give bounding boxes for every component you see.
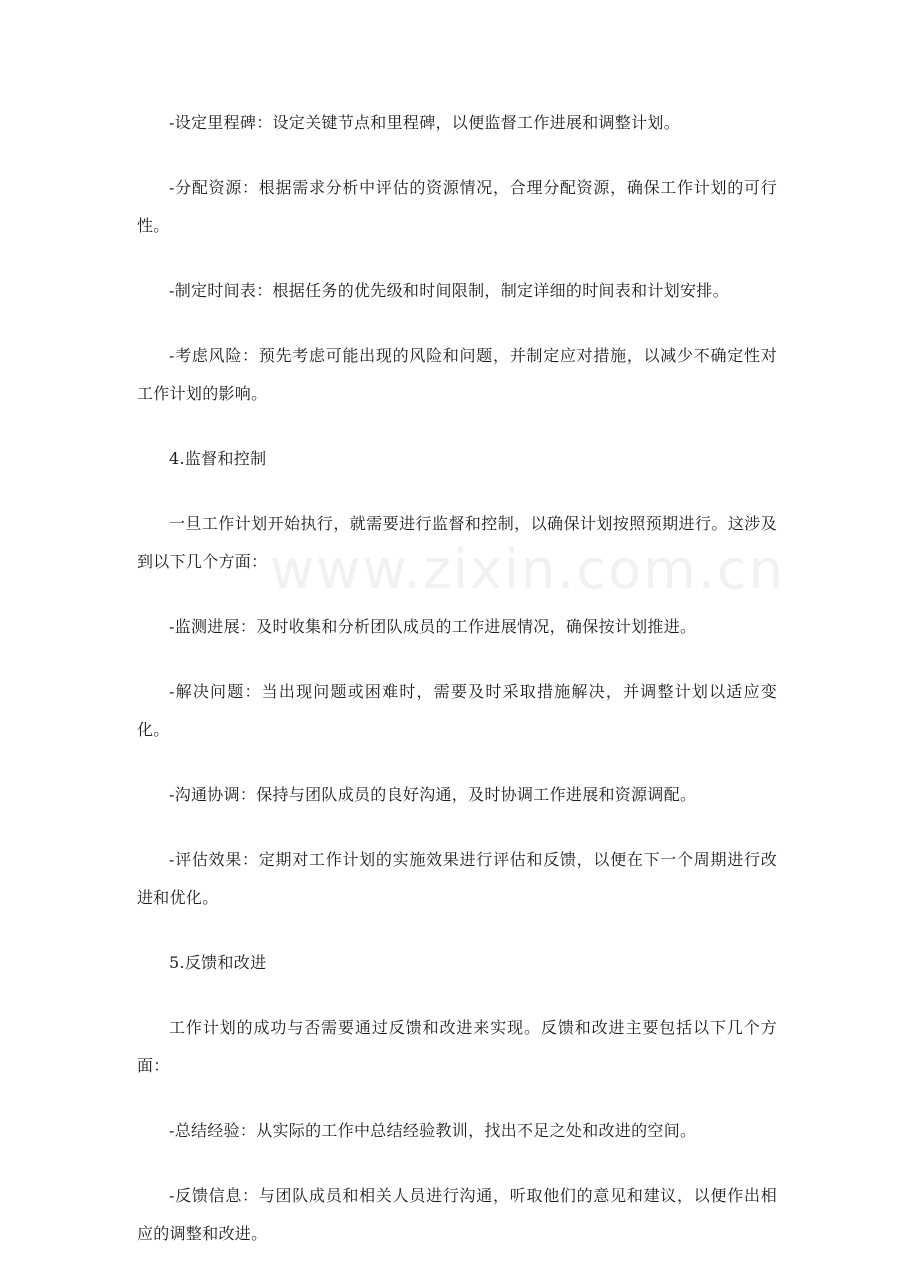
bullet-allocate-resources: -分配资源：根据需求分析中评估的资源情况，合理分配资源，确保工作计划的可行性。 [137, 178, 777, 235]
bullet-schedule: -制定时间表：根据任务的优先级和时间限制，制定详细的时间表和计划安排。 [169, 281, 729, 300]
section-heading-monitoring: 4.监督和控制 [169, 449, 267, 468]
bullet-evaluate: -评估效果：定期对工作计划的实施效果进行评估和反馈，以便在下一个周期进行改进和优化。 [137, 850, 777, 907]
bullet-communication: -沟通协调：保持与团队成员的良好沟通，及时协调工作进展和资源调配。 [169, 785, 697, 804]
feedback-intro: 工作计划的成功与否需要通过反馈和改进来实现。反馈和改进主要包括以下几个方面： [137, 1018, 777, 1075]
bullet-monitor-progress: -监测进展：及时收集和分析团队成员的工作进展情况，确保按计划推进。 [169, 617, 697, 636]
bullet-solve-problems: -解决问题：当出现问题或困难时，需要及时采取措施解决，并调整计划以适应变化。 [137, 682, 777, 739]
monitoring-intro: 一旦工作计划开始执行，就需要进行监督和控制，以确保计划按照预期进行。这涉及到以下几个方面： [137, 514, 777, 571]
bullet-summarize: -总结经验：从实际的工作中总结经验教训，找出不足之处和改进的空间。 [169, 1121, 697, 1140]
bullet-feedback-info: -反馈信息：与团队成员和相关人员进行沟通，听取他们的意见和建议，以便作出相应的调整和改进。 [137, 1186, 777, 1243]
bullet-risks: -考虑风险：预先考虑可能出现的风险和问题，并制定应对措施，以减少不确定性对工作计划的影响。 [137, 346, 777, 403]
bullet-milestones: -设定里程碑：设定关键节点和里程碑，以便监督工作进展和调整计划。 [169, 113, 681, 132]
document-body [137, 104, 785, 1280]
section-heading-feedback: 5.反馈和改进 [169, 953, 267, 972]
watermark: www.zixin.com.cn [270, 538, 785, 601]
